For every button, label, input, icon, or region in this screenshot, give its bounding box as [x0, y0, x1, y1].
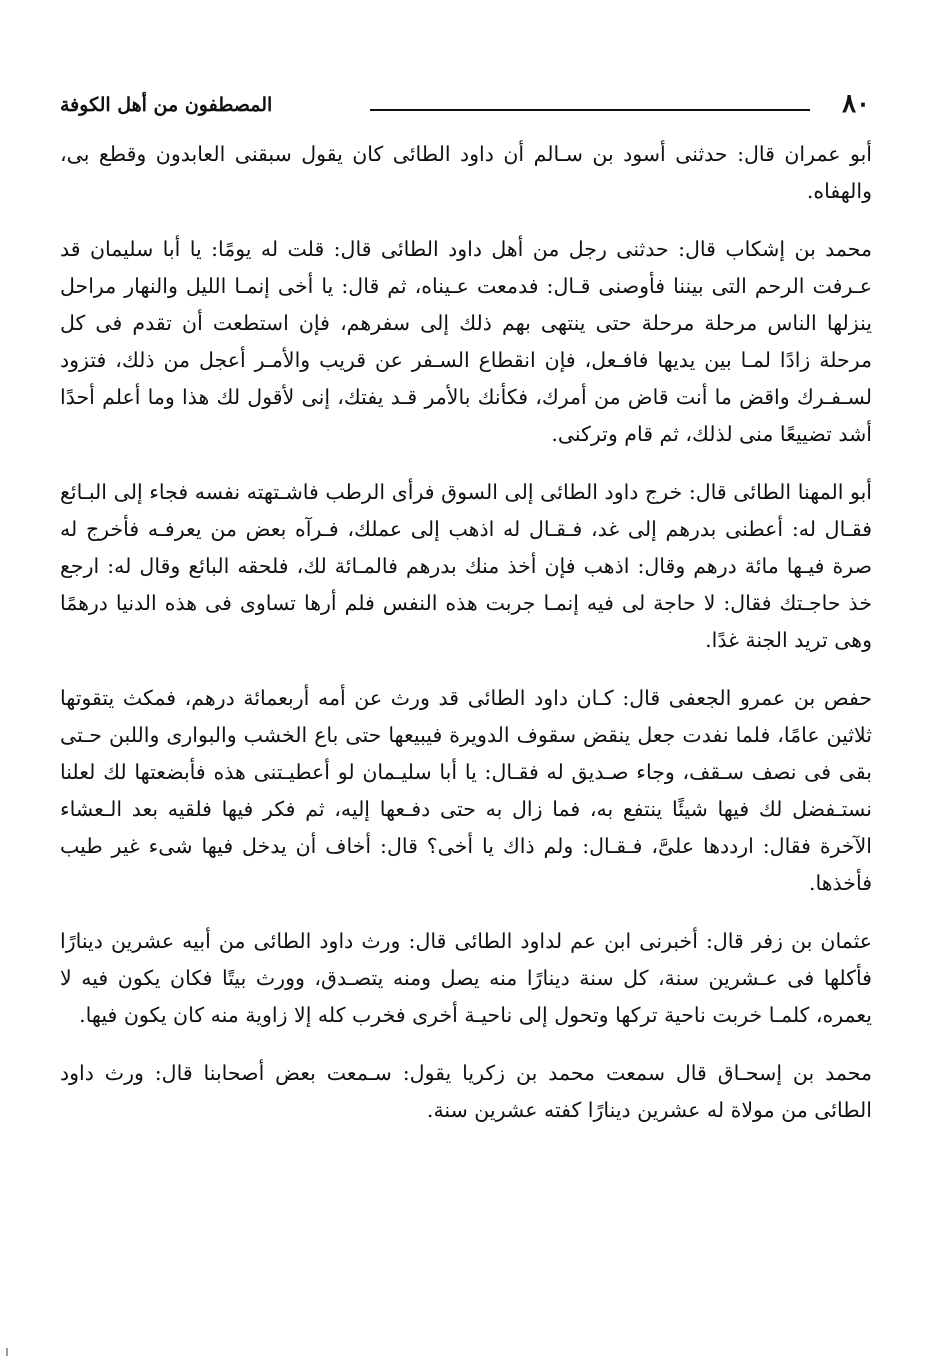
- paragraph-uthman-ibn-zufar: عثمان بن زفر قال: أخبرنى ابن عم لداود الطائى قال: ورث داود الطائى من أبيه عشرين دينارًا فأكلها فى عـشرين سنة، كل سنة دينارًا منه يصل ومنه يتصـدق، وورث بيتًا فكان يكون فيه لا يعمره، كلمـا خربت ناحية تركها وتحول إلى ناحيـة أخرى فخرب كله إلا زاوية منه كان يكون فيها.: [60, 929, 872, 1027]
- page-body: [60, 136, 872, 1150]
- running-title: المصطفون من أهل الكوفة: [60, 94, 273, 116]
- paragraph-muhammad-ibn-ishaq: محمد بن إسحـاق قال سمعت محمد بن زكريا يقول: سـمعت بعض أصحابنا قال: ورث داود الطائى من مولاة له عشرين دينارًا كفته عشرين سنة.: [60, 1061, 872, 1122]
- page-number: ٨٠: [842, 89, 870, 119]
- paragraph-muhammad-ibn-ishkab: محمد بن إشكاب قال: حدثنى رجل من أهل داود الطائى قال: قلت له يومًا: يا أبا سليمان قد عـرفت الرحم التى بيننا فأوصنى قـال: فدمعت عـيناه، ثم قال: يا أخى إنمـا الليل والنهار مراحل ينزلها الناس مرحلة مرحلة حتى ينتهى بهم ذلك إلى سفرهم، فإن استطعت أن تقدم فى كل مرحلة زادًا لمـا بين يديها فافـعل، فإن انقطاع السـفر عن قريب والأمـر أعجل من ذلك، فتزود لسـفـرك واقض ما أنت قاض من أمرك، فكأنك بالأمر قـد يفتك، إنى لأقول لك هذا وما أعلم أحدًا أشد تضييعًا منى لذلك، ثم قام وتركنى.: [60, 237, 872, 446]
- paragraph-abu-al-muhanna: أبو المهنا الطائى قال: خرج داود الطائى إلى السوق فرأى الرطب فاشـتهته نفسه فجاء إلى البـائع فقـال له: أعطنى بدرهم إلى غد، فـقـال له اذهب إلى عملك، فـرآه بعض من يعرفـه فأخرج له صرة فيـها مائة درهم وقال: اذهب فإن أخذ منك بدرهم فالمـائة لك، فلحقه البائع وقال له: ارجع خذ حاجـتك فقال: لا حاجة لى فيه إنمـا جربت هذه النفس فلم أرها تساوى فى هذه الدنيا درهمًا وهى تريد الجنة غدًا.: [60, 480, 872, 652]
- paragraph-hafs-ibn-amr: حفص بن عمرو الجعفى قال: كـان داود الطائى قد ورث عن أمه أربعمائة درهم، فمكث يتقوتها ثلاثين عامًا، فلما نفدت جعل ينقض سقوف الدويرة فيبيعها حتى باع الخشب والبوارى واللبن حـتى بقى فى نصف سـقف، وجاء صـديق له فقـال: يا أبا سليـمان لو أعطيـتنى هذه فأبضعتها لك لعلنا نستـفضل لك فيها شيئًا ينتفع به، فما زال به حتى دفـعها إليه، ثم فكر فيها فلقيه بعد الـعشاء الآخرة فقال: ارددها علىَّ، فـقـال: ولم ذاك يا أخى؟ قال: أخاف أن يدخل فيها شىء غير طيب فأخذها.: [60, 686, 872, 895]
- page-header: [60, 88, 870, 128]
- header-rule: [370, 109, 810, 111]
- paragraph-abu-imran: أبو عمران قال: حدثنى أسود بن سـالم أن داود الطائى كان يقول سبقنى العابدون وقطع بى، والهفاه.: [60, 142, 872, 203]
- scan-artifact: [6, 1348, 8, 1356]
